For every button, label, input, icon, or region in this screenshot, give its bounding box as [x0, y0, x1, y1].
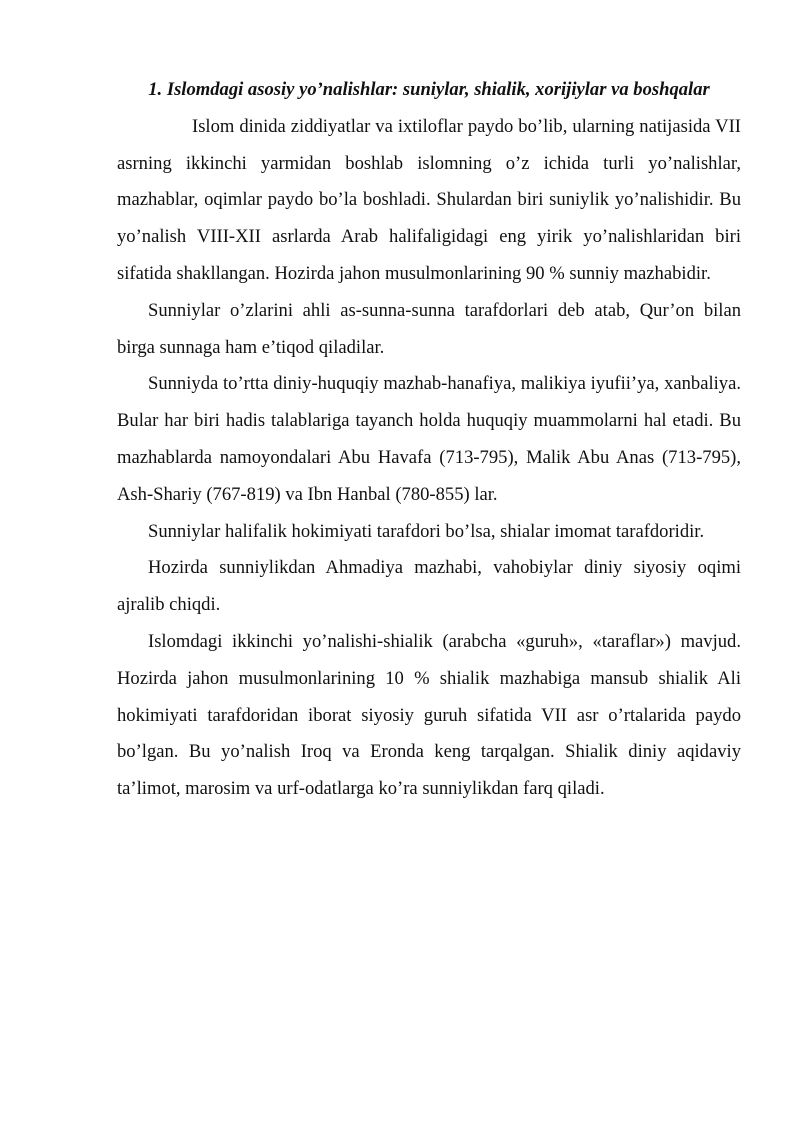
paragraph-5: Hozirda sunniylikdan Ahmadiya mazhabi, vahobiylar diniy siyosiy oqimi ajralib chiqdi. — [117, 557, 741, 616]
paragraph-2: Sunniylar o’zlarini ahli as-sunna-sunna tarafdorlari deb atab, Qur’on bilan birga sunnaga ham e’tiqod qiladilar. — [117, 299, 741, 358]
paragraph-6: Islomdagi ikkinchi yo’nalishi-shialik (arabcha «guruh», «taraflar») mavjud. Hozirda jahon musulmonlarining 10 % shialik mazhabiga mansub shialik Ali hokimiyati tarafdoridan iborat siyosiy guruh sifatida VII asr o’rtalarida paydo bo’lgan. Bu yo’nalish Iroq va Eronda keng tarqalgan. Shialik diniy aqidaviy ta’limot, marosim va urf-odatlarga ko’ra sunniylikdan farq qiladi. — [117, 630, 741, 800]
paragraph-3: Sunniyda to’rtta diniy-huquqiy mazhab-hanafiya, malikiya iyufii’ya, xanbaliya. Bular har biri hadis talablariga tayanch holda huquqiy muammolarni hal etadi. Bu mazhablarda namoyondalari Abu Havafa (713-795), Malik Abu Anas (713-795), Ash-Shariy (767-819) va Ibn Hanbal (780-855) lar. — [117, 373, 741, 505]
paragraph-4: Sunniylar halifalik hokimiyati tarafdori bo’lsa, shialar imomat tarafdoridir. — [148, 520, 705, 542]
paragraph-1: Islom dinida ziddiyatlar va ixtiloflar paydo bo’lib, ularning natijasida VII asrning ikkinchi yarmidan boshlab islomning o’z ichida turli yo’nalishlar, mazhablar, oqimlar paydo bo’la boshladi. Shulardan biri suniylik yo’nalishidir. Bu yo’nalish VIII-XII asrlarda Arab halifaligidagi eng yirik yo’nalishlaridan biri sifatida shakllangan. Hozirda jahon musulmonlarining 90 % sunniy mazhabidir. — [117, 115, 741, 284]
section-heading: 1. Islomdagi asosiy yo’nalishlar: suniylar, shialik, xorijiylar va boshqalar — [148, 79, 710, 100]
document-body — [117, 72, 741, 808]
